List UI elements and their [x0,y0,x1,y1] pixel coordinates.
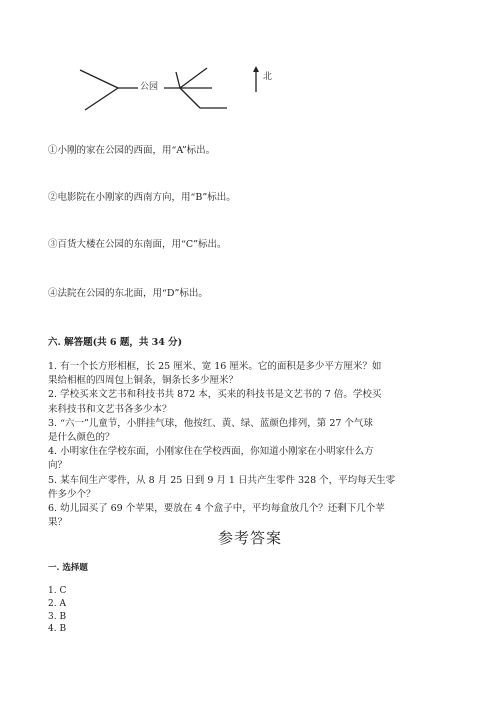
problem-line: 来科技书和文艺书各多少本？ [48,403,172,415]
map-lines [0,0,500,130]
answer-item: 4. B [48,624,67,635]
road-line [80,70,118,88]
problem-line: 件多少个？ [48,488,96,500]
north-arrow-icon [253,66,259,72]
problem-line: 果？ [48,517,68,529]
answer-item: 1. C [48,586,67,596]
problem-line: 4. 小明家住在学校东面，小刚家住在学校西面，你知道小刚家在小明家什么方 [48,446,374,458]
problem-line: 3. “六一”儿童节，小胖挂气球，他按红、黄、绿、蓝颜色排列，第 27 个气球 [48,417,373,429]
problem-line: 5. 某车间生产零件，从 8 月 25 日到 9 月 1 日共产生零件 328 个，平均每天生零 [48,474,396,486]
problem-line: 向？ [48,460,68,472]
road-line [85,88,118,110]
map-diagram [0,0,500,130]
section-title: 六. 解答题(共 6 题，共 34 分) [48,337,183,348]
answers-list [48,585,66,636]
answers-subtitle: 一. 选择题 [48,563,88,573]
answers-title: 参考答案 [217,529,282,547]
problem-line: 是什么颜色的？ [48,432,115,444]
problem-line: 1. 有一个长方形相框，长 25 厘米、宽 16 厘米。它的面积是多少平方厘米？如 [48,361,382,372]
question-d: ④法院在公园的东北面，用“D”标出。 [48,288,208,299]
problem-list [48,360,468,530]
question-c: ③百货大楼在公园的东南面，用“C”标出。 [48,239,227,250]
question-b: ②电影院在小刚家的西南方向，用“B”标出。 [48,192,236,203]
problem-line: 2. 学校买来文艺书和科技书共 872 本，买来的科技书是文艺书的 7 倍。学校买 [48,389,382,401]
road-line [180,68,207,88]
problem-line: 果给相框的四周包上铜条，铜条长多少厘米？ [48,375,239,387]
question-a: ①小刚的家在公园的西面，用“A”标出。 [48,145,216,156]
answer-item: 3. B [48,611,67,622]
north-label: 北 [263,72,273,82]
problem-line: 6. 幼儿园买了 69 个苹果，要放在 4 个盒子中，平均每盒放几个？还剩下几个苹 [48,503,385,515]
road-line [176,72,180,88]
road-line [180,88,200,108]
park-label: 公园 [140,82,159,92]
answer-item: 2. A [48,598,66,609]
